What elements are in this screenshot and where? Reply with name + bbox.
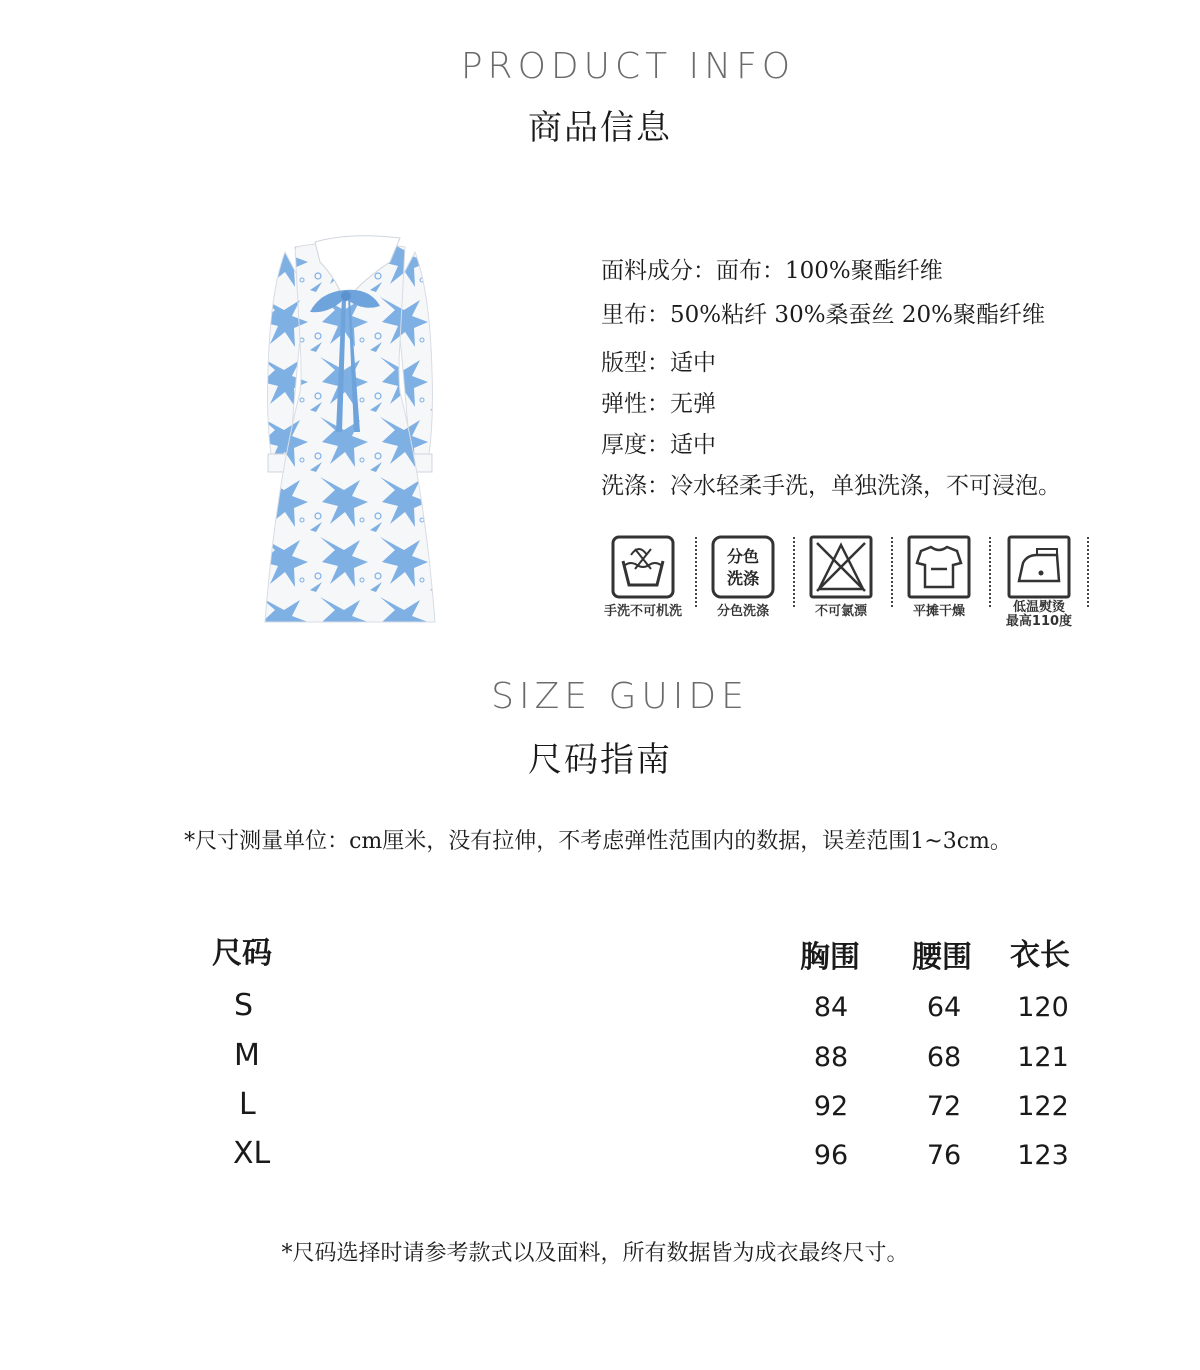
table-row-size: S bbox=[234, 988, 254, 1023]
care-dry-flat bbox=[894, 535, 984, 635]
table-cell-waist: 76 bbox=[926, 1140, 962, 1171]
care-label-dry-flat: 平摊干燥 bbox=[912, 604, 965, 619]
table-row-size: L bbox=[239, 1087, 256, 1122]
care-label-no-bleach: 不可氯漂 bbox=[814, 604, 867, 619]
dry-flat-icon bbox=[907, 535, 971, 599]
table-cell-waist: 68 bbox=[926, 1042, 962, 1073]
spec-fit: 版型：适中 bbox=[601, 350, 716, 376]
divider bbox=[1087, 537, 1089, 607]
header-size: 尺码 bbox=[212, 936, 272, 971]
care-separate-wash bbox=[698, 535, 788, 635]
table-cell-bust: 96 bbox=[813, 1140, 849, 1171]
table-cell-length: 122 bbox=[1017, 1091, 1069, 1122]
spec-lining: 里布：50%粘纤 30%桑蚕丝 20%聚酯纤维 bbox=[601, 302, 1045, 328]
divider bbox=[793, 537, 795, 607]
care-no-bleach bbox=[796, 535, 886, 635]
header-waist: 腰围 bbox=[912, 940, 972, 975]
separate-wash-inner-2: 洗涤 bbox=[726, 569, 760, 588]
spec-washing: 洗涤：冷水轻柔手洗，单独洗涤，不可浸泡。 bbox=[601, 473, 1061, 499]
spec-thickness: 厚度：适中 bbox=[601, 432, 716, 458]
header-length: 衣长 bbox=[1010, 938, 1070, 973]
table-cell-length: 123 bbox=[1017, 1140, 1069, 1171]
table-row-size: XL bbox=[233, 1136, 271, 1171]
table-row-size: M bbox=[234, 1038, 260, 1073]
table-cell-waist: 72 bbox=[926, 1091, 962, 1122]
product-image bbox=[250, 232, 450, 632]
separate-wash-inner-1: 分色 bbox=[726, 547, 760, 566]
divider bbox=[695, 537, 697, 607]
care-label-hand-wash: 手洗不可机洗 bbox=[603, 604, 682, 619]
table-cell-length: 121 bbox=[1017, 1042, 1069, 1073]
table-cell-bust: 88 bbox=[813, 1042, 849, 1073]
size-guide-heading-en: SIZE GUIDE bbox=[491, 676, 749, 717]
size-selection-note: *尺码选择时请参考款式以及面料，所有数据皆为成衣最终尺寸。 bbox=[281, 1241, 909, 1266]
divider bbox=[989, 537, 991, 607]
care-label-low-iron-2: 最高110度 bbox=[1005, 614, 1073, 629]
table-cell-bust: 92 bbox=[813, 1091, 849, 1122]
spec-fabric: 面料成分：面布：100%聚酯纤维 bbox=[601, 258, 943, 284]
table-cell-bust: 84 bbox=[813, 992, 849, 1023]
product-info-heading-cn: 商品信息 bbox=[528, 108, 672, 148]
table-cell-waist: 64 bbox=[926, 992, 962, 1023]
size-guide-heading-cn: 尺码指南 bbox=[528, 740, 672, 780]
header-bust: 胸围 bbox=[800, 940, 860, 975]
table-cell-length: 120 bbox=[1017, 992, 1069, 1023]
care-label-low-iron-1: 低温熨烫 bbox=[1012, 600, 1065, 615]
divider bbox=[891, 537, 893, 607]
care-low-iron bbox=[994, 535, 1084, 635]
care-icons-row bbox=[598, 535, 1098, 645]
product-info-heading-en: PRODUCT INFO bbox=[460, 46, 796, 87]
separate-wash-icon bbox=[711, 535, 775, 599]
low-iron-icon bbox=[1007, 535, 1071, 599]
measurement-note: *尺寸测量单位：cm厘米，没有拉伸，不考虑弹性范围内的数据，误差范围1~3cm。 bbox=[184, 829, 1012, 854]
care-hand-wash bbox=[598, 535, 688, 635]
spec-elasticity: 弹性：无弹 bbox=[601, 391, 716, 417]
hand-wash-icon bbox=[611, 535, 675, 599]
size-table bbox=[0, 920, 1200, 1190]
care-label-separate-wash: 分色洗涤 bbox=[716, 604, 769, 619]
no-bleach-icon bbox=[809, 535, 873, 599]
